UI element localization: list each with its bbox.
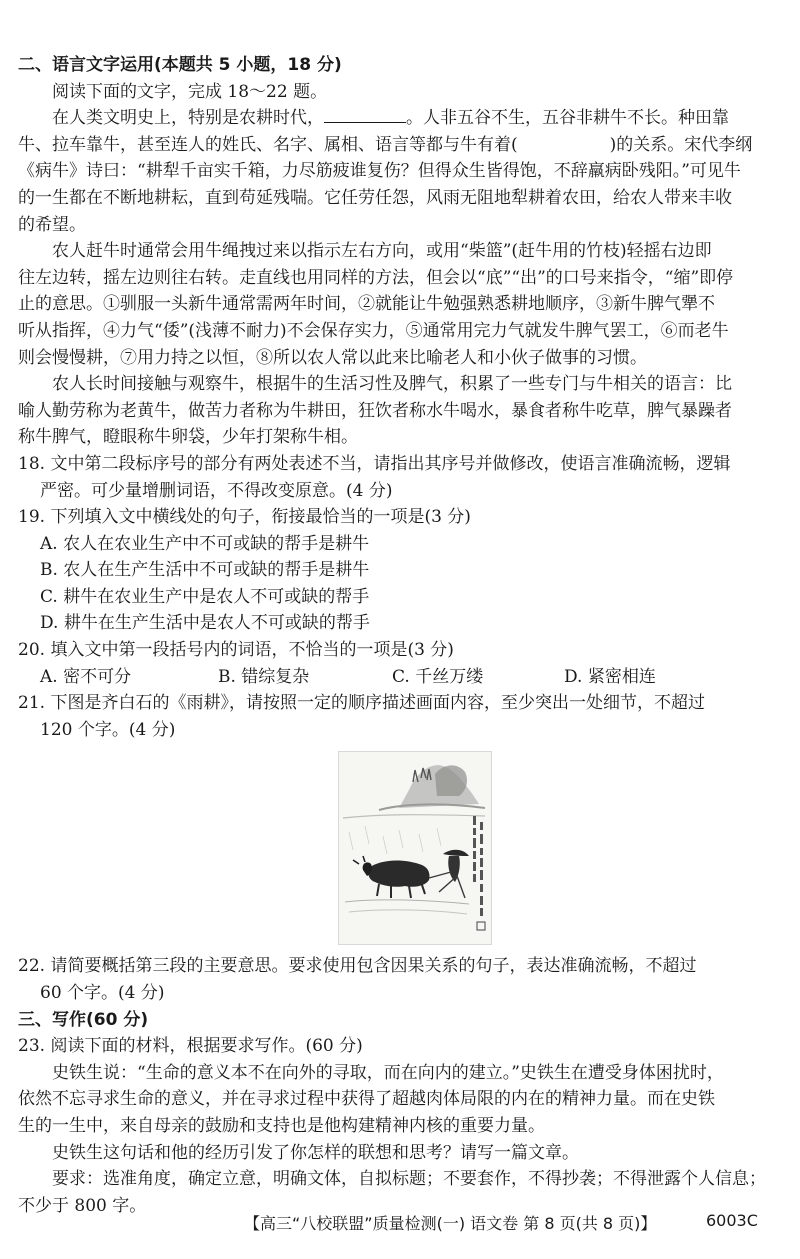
q20-stem: 20. 填入文中第一段括号内的词语，不恰当的一项是(3 分) xyxy=(18,640,454,661)
section2-title: 二、语言文字运用(本题共 5 小题，18 分) xyxy=(18,55,342,75)
q20-options xyxy=(18,664,784,691)
q19-option-d: D. 耕牛在生产生活中是农人不可或缺的帮手 xyxy=(40,613,370,634)
q20-option-a: A. 密不可分 xyxy=(40,666,132,687)
answer-blank xyxy=(324,106,406,123)
q21-line-1: 21. 下图是齐白石的《雨耕》，请按照一定的顺序描述画面内容，至少突出一处细节，不超过 xyxy=(18,693,705,714)
p2-line-3: 止的意思。①驯服一头新牛通常需两年时间，②就能让牛勉强熟悉耕地顺序，③新牛脾气犟不 xyxy=(18,294,715,315)
q23-requirements-line-1: 要求：选准角度，确定立意，明确文体，自拟标题；不要套作，不得抄袭；不得泄露个人信息； xyxy=(52,1169,766,1190)
question-18 xyxy=(18,451,784,504)
p3-line-2: 喻人勤劳称为老黄牛，做苦力者称为牛耕田，狂饮者称水牛喝水，暴食者称牛吃草，脾气暴躁者 xyxy=(18,400,732,421)
q20-option-c: C. 千丝万缕 xyxy=(392,666,484,687)
p2-line-1: 农人赶牛时通常会用牛绳拽过来以指示左右方向，或用“柴篮”(赶牛用的竹枝)轻摇右边即 xyxy=(52,241,712,262)
section3-title: 三、写作(60 分) xyxy=(18,1009,149,1030)
page-footer xyxy=(0,1211,800,1241)
painting-figure-wrap xyxy=(18,751,784,947)
q21-line-2: 120 个字。(4 分) xyxy=(40,719,176,740)
q20-option-b: B. 错综复杂 xyxy=(218,666,310,687)
p1-line-1: 在人类文明史上，特别是农耕时代， 。人非五谷不生，五谷非耕牛不长。种田靠 xyxy=(52,108,729,129)
q23-material-line-2: 依然不忘寻求生命的意义，并在寻求过程中获得了超越肉体局限的内在的精神力量。而在史铁 xyxy=(18,1089,715,1110)
q19-option-b: B. 农人在生产生活中不可或缺的帮手是耕牛 xyxy=(40,560,370,581)
p3-line-1: 农人长时间接触与观察牛，根据牛的生活习性及脾气，积累了一些专门与牛相关的语言：比 xyxy=(52,374,732,395)
passage-paragraph-1 xyxy=(18,105,784,238)
q22-line-2: 60 个字。(4 分) xyxy=(40,983,165,1004)
q18-line-1: 18. 文中第二段标序号的部分有两处表述不当，请指出其序号并做修改，使语言准确流畅，逻辑 xyxy=(18,453,731,474)
painting-rain-plowing xyxy=(338,751,492,945)
q18-line-2: 严密。可少量增删词语，不得改变原意。(4 分) xyxy=(40,480,393,501)
q23-material-line-3: 生的一生中，来自母亲的鼓励和支持也是他构建精神内核的重要力量。 xyxy=(18,1116,545,1136)
question-23 xyxy=(18,1033,784,1219)
q23-material-line-1: 史铁生说：“生命的意义本不在向外的寻取，而在向内的建立。”史铁生在遭受身体困扰时， xyxy=(52,1062,724,1083)
section2-intro: 阅读下面的文字，完成 18～22 题。 xyxy=(52,81,328,102)
question-21 xyxy=(18,690,784,743)
p2-line-2: 往左边转，摇左边则往右转。走直线也用同样的方法，但会以“底”“出”的口号来指令，“缩”即停 xyxy=(18,267,734,288)
q20-option-d: D. 紧密相连 xyxy=(564,666,656,687)
question-20 xyxy=(18,637,784,690)
q22-line-1: 22. 请简要概括第三段的主要意思。要求使用包含因果关系的句子，表达准确流畅，不超过 xyxy=(18,956,697,977)
q19-stem: 19. 下列填入文中横线处的句子，衔接最恰当的一项是(3 分) xyxy=(18,507,471,528)
p2-line-4: 听从指挥，④力气“倭”(浅薄不耐力)不会保存实力，⑤通常用完力气就发牛脾气罢工，⑥而老牛 xyxy=(18,320,729,341)
p1-line-2: 牛、拉车靠牛，甚至连人的姓氏、名字、属相、语言等都与牛有着( )的关系。宋代李纲 xyxy=(18,134,753,155)
p1-line-3: 《病牛》诗曰：“耕犁千亩实千箱，力尽筋疲谁复伤？但得众生皆得饱，不辞羸病卧残阳。”可见牛 xyxy=(18,161,741,182)
p2-line-5: 则会慢慢耕，⑦用力持之以恒，⑧所以农人常以此来比喻老人和小伙子做事的习惯。 xyxy=(18,347,647,368)
p1-line-4: 的一生都在不断地耕耘，直到苟延残喘。它任劳任怨，风雨无阻地犁耕着农田，给农人带来丰收 xyxy=(18,187,732,208)
p3-line-3: 称牛脾气，瞪眼称牛卵袋，少年打架称牛相。 xyxy=(18,427,358,448)
q23-stem: 23. 阅读下面的材料，根据要求写作。(60 分) xyxy=(18,1036,363,1057)
footer-code: 6003C xyxy=(706,1211,758,1230)
footer-exam-info: 【高三“八校联盟”质量检测(一) 语文卷 第 8 页(共 8 页)】 xyxy=(244,1214,657,1233)
ink-painting-illustration xyxy=(339,752,491,944)
passage-paragraph-2 xyxy=(18,238,784,371)
q19-option-c: C. 耕牛在农业生产中是农人不可或缺的帮手 xyxy=(40,586,370,607)
q19-option-a: A. 农人在农业生产中不可或缺的帮手是耕牛 xyxy=(40,533,370,554)
question-22 xyxy=(18,953,784,1006)
q23-requirements-line-2: 不少于 800 字。 xyxy=(18,1195,147,1216)
exam-page xyxy=(18,52,784,1219)
passage-paragraph-3 xyxy=(18,371,784,451)
question-19 xyxy=(18,504,784,637)
p1-line-5: 的希望。 xyxy=(18,214,86,235)
q23-prompt: 史铁生这句话和他的经历引发了你怎样的联想和思考？请写一篇文章。 xyxy=(52,1142,579,1163)
